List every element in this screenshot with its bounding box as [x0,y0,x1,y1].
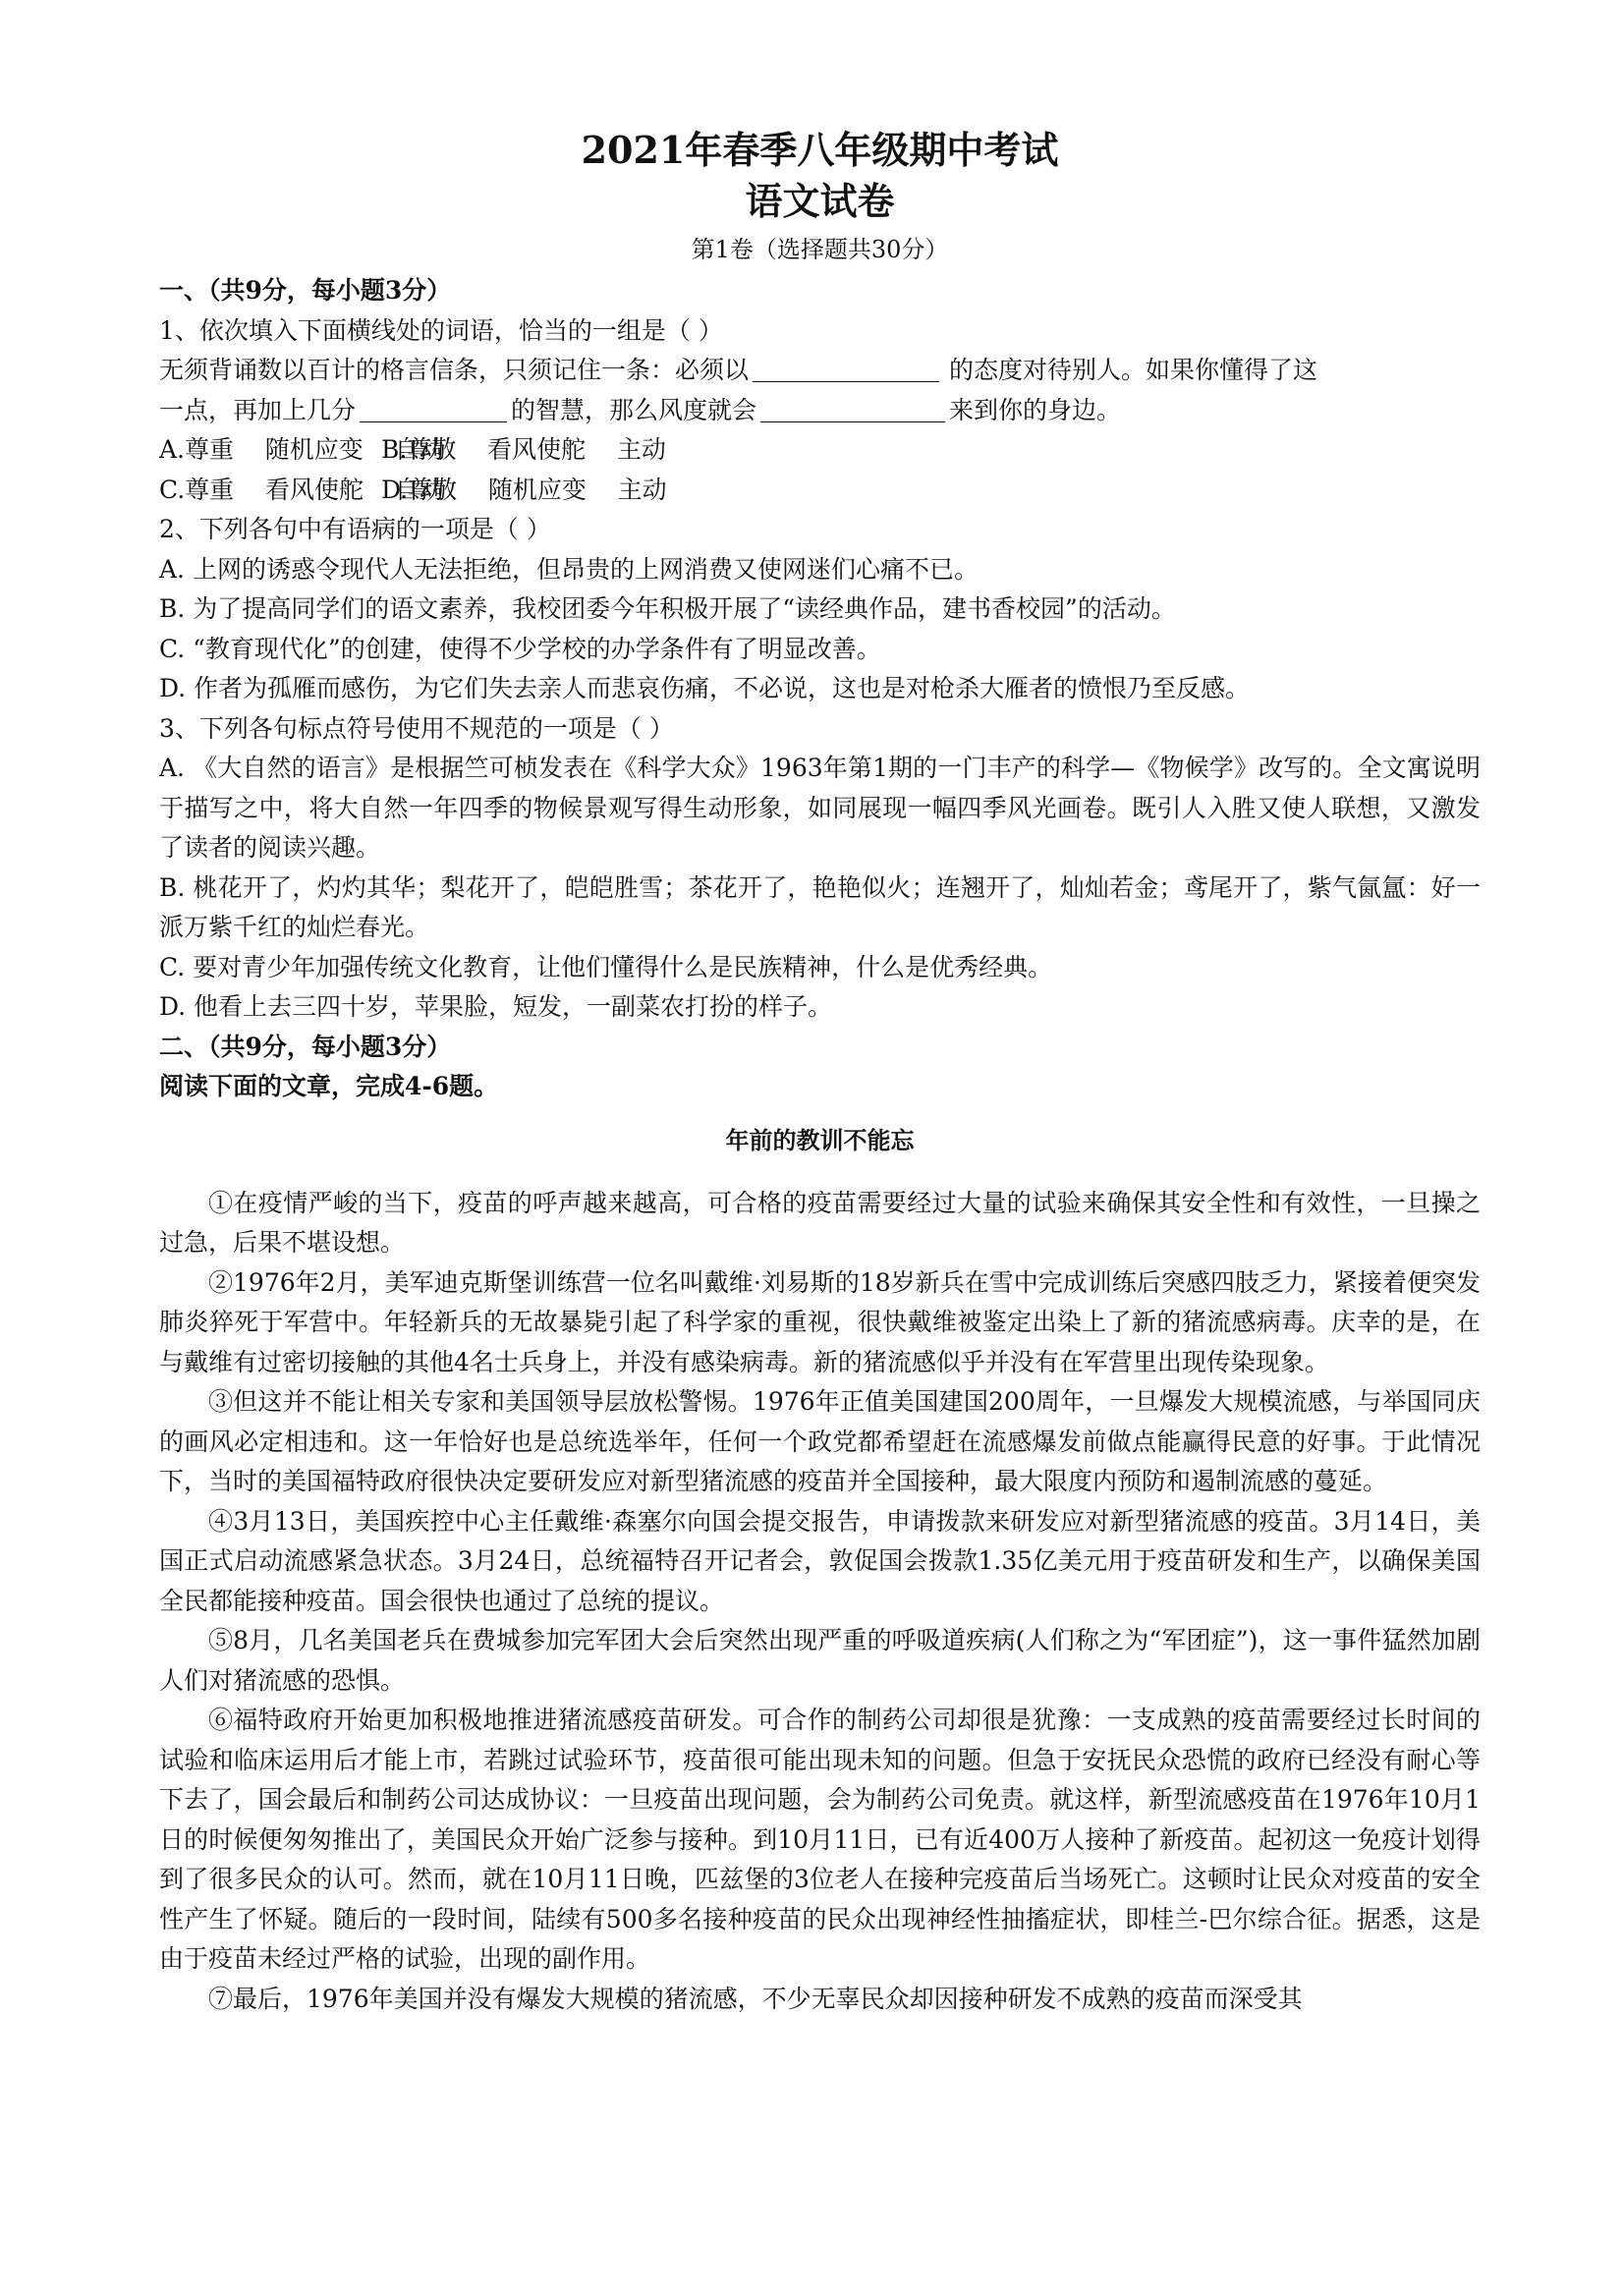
q3-option-b: B. 桃花开了，灼灼其华；梨花开了，皑皑胜雪；茶花开了，艳艳似火；连翘开了，灿灿若金；鸢尾开了，紫气氤氲：好一派万紫千红的灿烂春光。 [159,872,1481,941]
q1-text-b: 的态度对待别人。如果你懂得了这 [949,356,1318,384]
q1-text-e: 来到你的身边。 [949,395,1122,424]
q1-text-c: 一点，再加上几分 [159,395,357,424]
q1-blank-2 [360,396,507,422]
article-paragraph-2: ②1976年2月，美军迪克斯堡训练营一位名叫戴维·刘易斯的18岁新兵在雪中完成训练后突感四肢乏力，紧接着便突发肺炎猝死于军营中。年轻新兵的无故暴毙引起了科学家的重视，很快戴维被鉴定出染上了新的猪流感病毒。庆幸的是，在与戴维有过密切接触的其他4名士兵身上，并没有感染病毒。新的猪流感似乎并没有在军营里出现传染现象。 [159,1267,1481,1376]
q1-text-line-2 [159,391,1481,431]
q1-option-a: A.尊重 随机应变 自动 [159,435,444,464]
q1-option-b: B.尊敬 看风使舵 主动 [381,435,666,464]
q1-options-row-1 [159,430,1481,471]
exam-page [159,126,1481,2019]
q1-text-d: 的智慧，那么风度就会 [511,395,757,424]
article-title: 年前的教训不能忘 [725,1125,915,1154]
q1-blank-1 [753,356,939,382]
reading-instruction: 阅读下面的文章，完成4-6题。 [159,1072,499,1100]
q3-option-d: D. 他看上去三四十岁，苹果脸，短发，一副菜农打扮的样子。 [159,992,833,1021]
q3-stem: 3、下列各句标点符号使用不规范的一项是（ ） [159,713,674,743]
q1-blank-3 [760,396,945,422]
q1-text-line-1 [159,351,1481,391]
q1-stem: 1、依次填入下面横线处的词语，恰当的一组是（ ） [159,315,723,345]
q2-option-c: C. “教育现代化”的创建，使得不少学校的办学条件有了明显改善。 [159,634,881,663]
q2-option-b: B. 为了提高同学们的语文素养，我校团委今年积极开展了“读经典作品，建书香校园”的活动。 [159,594,1176,623]
article-paragraph-7: ⑦最后，1976年美国并没有爆发大规模的猪流感，不少无辜民众却因接种研发不成熟的疫苗而深受其 [208,1984,1303,2013]
q1-options-row-2 [159,471,1481,511]
q3-option-a: A. 《大自然的语言》是根据竺可桢发表在《科学大众》1963年第1期的一门丰产的科学—《物候学》改写的。全文寓说明于描写之中，将大自然一年四季的物候景观写得生动形象，如同展现一幅四季风光画卷。既引人入胜又使人联想，又激发了读者的阅读兴趣。 [159,754,1481,862]
q2-stem: 2、下列各句中有语病的一项是（ ） [159,515,551,543]
q1-text-a: 无须背诵数以百计的格言信条，只须记住一条：必须以 [159,356,750,384]
section-2-heading: 二、（共9分，每小题3分） [159,1032,452,1061]
exam-title: 2021年春季八年级期中考试 [581,128,1059,172]
article-paragraph-1: ①在疫情严峻的当下，疫苗的呼声越来越高，可合格的疫苗需要经过大量的试验来确保其安全性和有效性，一旦操之过急，后果不堪设想。 [159,1188,1481,1257]
q3-option-c: C. 要对青少年加强传统文化教育，让他们懂得什么是民族精神，什么是优秀经典。 [159,952,1053,981]
exam-subject-title: 语文试卷 [745,179,895,223]
article-paragraph-3: ③但这并不能让相关专家和美国领导层放松警惕。1976年正值美国建国200周年，一旦爆发大规模流感，与举国同庆的画风必定相违和。这一年恰好也是总统选举年，任何一个政党都希望赶在流感爆发前做点能赢得民意的好事。于此情况下，当时的美国福特政府很快决定要研发应对新型猪流感的疫苗并全国接种，最大限度内预防和遏制流感的蔓延。 [159,1387,1481,1495]
article-paragraph-4: ④3月13日，美国疾控中心主任戴维·森塞尔向国会提交报告，申请拨款来研发应对新型猪流感的疫苗。3月14日，美国正式启动流感紧急状态。3月24日，总统福特召开记者会，敦促国会拨款1.35亿美元用于疫苗研发和生产，以确保美国全民都能接种疫苗。国会很快也通过了总统的提议。 [159,1506,1481,1615]
q2-option-a: A. 上网的诱惑令现代人无法拒绝，但昂贵的上网消费又使网迷们心痛不已。 [159,554,979,584]
q1-option-c: C.尊重 看风使舵 自动 [159,475,444,504]
section-1-heading: 一、（共9分，每小题3分） [159,276,452,305]
q1-option-d: D.尊敬 随机应变 主动 [381,475,667,504]
volume-note: 第1卷（选择题共30分） [691,236,949,263]
article-paragraph-6: ⑥福特政府开始更加积极地推进猪流感疫苗研发。可合作的制药公司却很是犹豫：一支成熟的疫苗需要经过长时间的试验和临床运用后才能上市，若跳过试验环节，疫苗很可能出现未知的问题。但急于安抚民众恐慌的政府已经没有耐心等下去了，国会最后和制药公司达成协议：一旦疫苗出现问题，会为制药公司免责。就这样，新型流感疫苗在1976年10月1日的时候便匆匆推出了，美国民众开始广泛参与接种。到10月11日，已有近400万人接种了新疫苗。起初这一免疫计划得到了很多民众的认可。然而，就在10月11日晚，匹兹堡的3位老人在接种完疫苗后当场死亡。这顿时让民众对疫苗的安全性产生了怀疑。随后的一段时间，陆续有500多名接种疫苗的民众出现神经性抽搐症状，即桂兰-巴尔综合征。据悉，这是由于疫苗未经过严格的试验，出现的副作用。 [159,1706,1481,1973]
article-paragraph-5: ⑤8月，几名美国老兵在费城参加完军团大会后突然出现严重的呼吸道疾病(人们称之为“军团症”)，这一事件猛然加剧人们对猪流感的恐惧。 [159,1626,1481,1695]
q2-option-d: D. 作者为孤雁而感伤，为它们失去亲人而悲哀伤痛，不必说，这也是对枪杀大雁者的愤恨乃至反感。 [159,674,1251,702]
